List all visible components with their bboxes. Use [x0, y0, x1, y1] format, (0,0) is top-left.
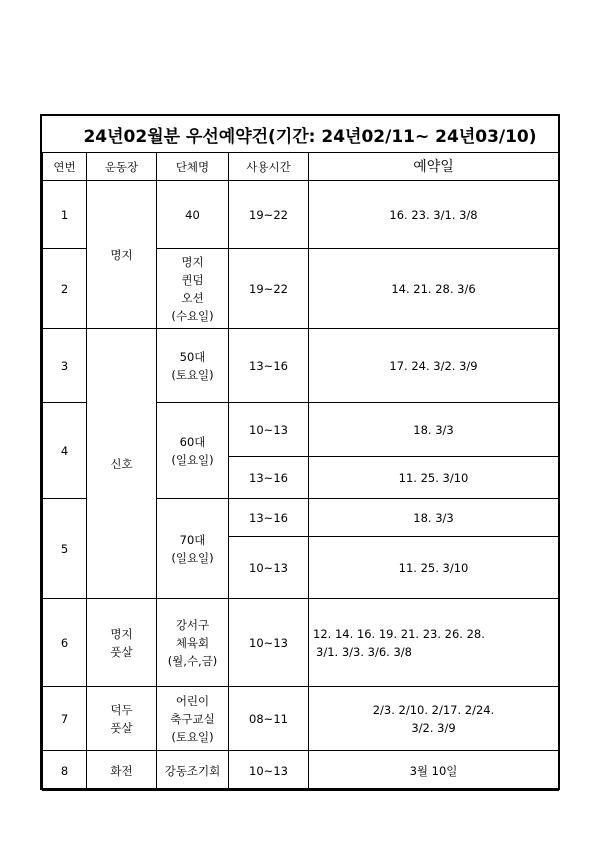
time-cell: 19~22	[229, 249, 309, 329]
table-row	[43, 687, 559, 751]
header-field: 운동장	[87, 153, 157, 181]
group-cell	[157, 499, 229, 599]
group-line: (월,수,금)	[167, 653, 218, 668]
dates-cell: 16. 23. 3/1. 3/8	[309, 181, 559, 249]
group-cell: 40	[157, 181, 229, 249]
group-line: (토요일)	[171, 729, 214, 744]
group-line: (토요일)	[171, 367, 214, 382]
field-cell	[87, 599, 157, 687]
row-no: 6	[43, 599, 87, 687]
group-cell	[157, 329, 229, 403]
field-line: 풋살	[110, 644, 133, 659]
table-row	[43, 181, 559, 249]
field-line: 덕두	[110, 702, 133, 717]
dates-cell: 14. 21. 28. 3/6	[309, 249, 559, 329]
row-no: 7	[43, 687, 87, 751]
group-line: (일요일)	[171, 452, 214, 467]
header-group: 단체명	[157, 153, 229, 181]
field-cell: 화전	[87, 751, 157, 791]
row-no: 2	[43, 249, 87, 329]
dates-line: 3/2. 3/9	[411, 720, 456, 735]
group-line: (수요일)	[171, 308, 214, 323]
time-cell: 13~16	[229, 499, 309, 537]
dates-cell: 17. 24. 3/2. 3/9	[309, 329, 559, 403]
time-cell: 19~22	[229, 181, 309, 249]
time-cell: 13~16	[229, 457, 309, 499]
dates-cell: 11. 25. 3/10	[309, 457, 559, 499]
reservation-table	[42, 152, 559, 791]
dates-cell: 18. 3/3	[309, 499, 559, 537]
dates-cell	[309, 599, 559, 687]
group-line: 강서구	[175, 617, 210, 632]
dates-cell: 11. 25. 3/10	[309, 537, 559, 599]
group-line: 70대	[179, 532, 206, 547]
group-cell	[157, 599, 229, 687]
field-cell: 신호	[87, 329, 157, 599]
time-cell: 10~13	[229, 751, 309, 791]
group-cell	[157, 687, 229, 751]
dates-cell	[309, 687, 559, 751]
table-row	[43, 751, 559, 791]
field-cell	[87, 687, 157, 751]
group-cell: 강동조기회	[157, 751, 229, 791]
header-time: 사용시간	[229, 153, 309, 181]
time-cell: 10~13	[229, 599, 309, 687]
group-cell	[157, 403, 229, 499]
group-line: 퀸덤	[181, 272, 204, 287]
time-cell: 10~13	[229, 403, 309, 457]
group-line: 어린이	[175, 693, 210, 708]
page-title	[42, 116, 558, 152]
title-text: 24년02월분 우선예약건(기간: 24년02/11~ 24년03/10)	[83, 126, 537, 147]
dates-cell: 18. 3/3	[309, 403, 559, 457]
group-line: 오션	[181, 290, 204, 305]
time-cell: 13~16	[229, 329, 309, 403]
dates-line: 3/1. 3/3. 3/6. 3/8	[316, 644, 412, 659]
header-dates: 예약일	[309, 153, 559, 181]
row-no: 5	[43, 499, 87, 599]
time-cell: 10~13	[229, 537, 309, 599]
field-line: 명지	[110, 626, 133, 641]
group-line: 50대	[179, 349, 206, 364]
header-no: 연번	[43, 153, 87, 181]
table-row	[43, 599, 559, 687]
group-line: 60대	[179, 434, 206, 449]
field-cell: 명지	[87, 181, 157, 329]
table-row	[43, 329, 559, 403]
row-no: 8	[43, 751, 87, 791]
group-line: 축구교실	[170, 711, 215, 726]
group-line: 체육회	[175, 635, 210, 650]
row-no: 4	[43, 403, 87, 499]
time-cell: 08~11	[229, 687, 309, 751]
group-line: (일요일)	[171, 550, 214, 565]
row-no: 1	[43, 181, 87, 249]
group-cell	[157, 249, 229, 329]
field-line: 풋살	[110, 720, 133, 735]
row-no: 3	[43, 329, 87, 403]
dates-line: 2/3. 2/10. 2/17. 2/24.	[372, 702, 495, 717]
dates-line: 12. 14. 16. 19. 21. 23. 26. 28.	[313, 626, 485, 641]
table-header-row	[43, 153, 559, 181]
group-line: 명지	[181, 254, 204, 269]
dates-cell: 3월 10일	[309, 751, 559, 791]
